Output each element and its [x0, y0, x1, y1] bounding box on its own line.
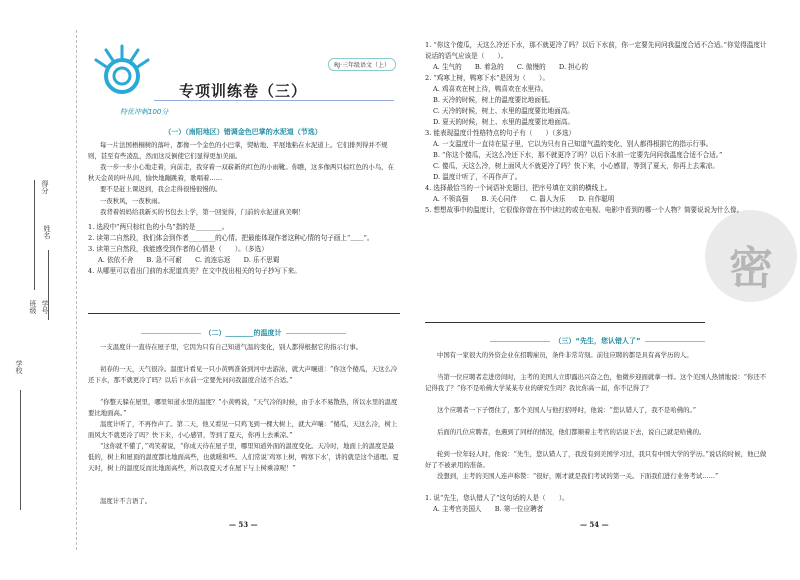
passage-2-para-3: “你整天躲在屋里，哪里知道水里的温度？”小黄鸭说，“天气冷的时候，由于水不易散热，所以水里的温度要比地面高。”: [88, 398, 398, 417]
answer-line-2: [425, 322, 705, 323]
confidential-stamp: [705, 210, 797, 302]
class-label: 班级: [29, 300, 37, 314]
school-label: 学校: [15, 360, 23, 374]
question-2-2-option-b: B. 天冷的时候，树上的温度要比地面低。: [433, 96, 555, 104]
question-2-1-options: A. 生气的 B. 着急的 C. 傲慢的 D. 担心的: [433, 63, 588, 71]
section-2-heading: [84, 328, 402, 338]
section-2-title: （二）________的温度计: [204, 329, 282, 337]
page-title: 专项训练卷（三）: [178, 82, 307, 100]
page-number-right: — 54 —: [580, 520, 609, 529]
passage-2-para-2: 初春的一天，天气很冷。温度计看见一只小黄鸭准备到河中去游泳，就大声嚷道：“你这个傻瓜，天这么冷还下水，那不就更冷了吗？以后下水前一定要先问问我温度合适不合适。”: [88, 365, 398, 384]
passage-1-para-1: 每一片法国梧桐树的落叶，都像一个金色的小巴掌，熨帖地、平展地粘在水泥道上。它们排列得并不规则，甚至有些凌乱，然而这反倒使它们显得更加美丽。: [88, 141, 388, 160]
passage-3-para-5: 轮到一位年轻人时，他说：“先生，您认错人了，我没有到美国学习过，我只有中国大学的学历。”说话的时候，他已做好了不被录用的准备。: [425, 450, 767, 469]
passage-2-para-5: “这你就不懂了，”鸡笑着说，“你成天待在屋子里，哪里知道外面的温度变化。天冷时，地面上的温度是最低的，树上和屋顶的温度都比地面高些，也就暖和些。人们常说‘鸡寒上树，鸭寒下水’，讲的就是这个道理。夏天时，树上的温度反而比地面高些，所以我夏天才在屋下与上树乘凉呢！”: [88, 442, 399, 472]
left-page: [84, 0, 402, 580]
stamp-text: 密: [729, 243, 773, 294]
question-2: 2. 读第二自然段，我们体会到作者________的心情。把最能体现作者这种心情的句子画上“﹏﹏”。: [88, 234, 374, 242]
question-4: 4. 从哪里可以看出门前的水泥道真美？在文中找出相关的句子抄写下来。: [88, 267, 301, 275]
question-2-4-options: A. 不领高强 B. 关心同伴 C. 嚣人为乐 D. 自作聪明: [433, 195, 615, 203]
passage-3-para-2: 当第一位应聘者走进房间时，主考的美国人立即露出兴奋之色，他微步迎面就拿一样。这个美国人热情地说：“你还不记得我了？”你不是哈佛大学某某专业的研究生吗？我比你高一届，你不记得了？: [425, 373, 767, 392]
section-3-title: （三）“先生，您认错人了”: [554, 337, 641, 345]
section-1-heading: [84, 127, 402, 137]
passage-3-para-4: 后面的几位应聘者，也遇到了同样的情况，他们都顺着主考官的话说下去，说自己就是哈佛的。: [437, 428, 706, 436]
passage-3-para-3: 这个应聘者一下子愣住了，那个美国人与他打招呼时，他说：“您认错人了，我不是哈佛的。”: [437, 406, 696, 414]
question-3-options: A. 依依不舍 B. 急不可耐 C. 流连忘返 D. 乐不思蜀: [98, 256, 280, 264]
class-line: [34, 180, 35, 290]
question-2-2-option-c: C. 天冷的时候，树上、水里的温度要比地面高。: [433, 107, 574, 115]
name-label: 姓名: [43, 225, 51, 239]
question-3: 3. 读第三自然段，我能感受到作者的心情是（ ）。（多选）: [88, 245, 268, 253]
passage-1-para-5: 我背着妈妈给我新买的书包去上学，第一回觉得，门前的水泥道真美啊！: [100, 208, 305, 216]
question-2-2-option-a: A. 鸡喜欢在树上待，鸭喜欢在水里待。: [433, 85, 548, 93]
question-3-1: 1. 说“先生，您认错人了”这句话的人是（ ）。: [425, 494, 569, 502]
passage-1-para-2: 我一步一步小心地走着，向前走，我穿着一双崭新的红色的小雨靴。你瞧，这多像两只棕红色的小鸟，在秋天金黄的叶丛间，愉快地蹦跳着，歌唱着……: [88, 163, 394, 182]
passage-2-para-4: 温度计听了，不再作声了。第二天，他又看见一只鸡飞到一棵大树上，就大声嚷：“傻瓜，天这么冷，树上面风大不就更冷了吗？快下来，小心感冒，等到了夏天，你再上去乘凉。”: [88, 420, 398, 439]
passage-1-para-4: 一夜秋风，一夜秋雨。: [100, 197, 164, 205]
question-2-3-option-c: C. 傻瓜，天这么冷，树上面风大不就更冷了吗？快下来，小心感冒，等到了夏天，你再上去乘凉。: [433, 162, 719, 170]
passage-2-para-6: 温度计不言语了。: [100, 497, 152, 505]
section-1-title: （一）（南阳地区）错调金色巴掌的水泥道（节选）: [164, 128, 322, 136]
score-label: 得分: [41, 180, 49, 194]
answer-line-1: [88, 313, 400, 314]
question-3-1-options: A. 主考官美国人 B. 第一位应聘者: [433, 505, 544, 513]
section-2-questions: [425, 40, 770, 216]
question-2-2: 2. “鸡寒上树，鸭寒下水”是因为（ ）。: [425, 74, 549, 82]
question-2-3: 3. 能表现温度计性格特点的句子有（ ）（多选）: [425, 129, 576, 137]
question-2-2-option-d: D. 夏天的时候，树上、水里的温度要比地面高。: [433, 118, 575, 126]
question-2-3-option-b: B. “你这个傻瓜，天这么冷还下水，那不就更冷了吗？以后下水前一定要先问问我温度合适不合适。”: [433, 151, 723, 159]
passage-1-para-3: 要不是赶上课迟到，我会走得很慢很慢的。: [100, 185, 222, 193]
section-3-heading: [425, 336, 770, 346]
question-2-3-option-a: A. 一支温度计一直待在屋子里，它以为只有自己知道气温的变化，别人都得根据它的指示行事。: [433, 140, 713, 148]
passage-3-para-6: 没想到，主考的美国人连声称赞：“很好，刚才就是我们考试的第一关。下面我们进行业务考试……”: [437, 472, 719, 480]
question-2-3-option-d: D. 温度计听了，不再作声了。: [433, 173, 522, 181]
binding-dashed-line: [76, 30, 77, 550]
passage-3-para-1: 中国有一家很大的外资企业在招聘雇员，条件非常苛刻。前往应聘的都是具有高学历的人。: [437, 351, 693, 359]
title-rule: [154, 100, 394, 101]
question-2-1: 1. “你这个傻瓜，天这么冷还下水，那不就更冷了吗？以后下水前，你一定要先问问我温度合适不合适。”你觉得温度计说话的语气应该是（ ）。: [425, 41, 767, 60]
section-3-questions: [425, 493, 770, 515]
subtitle: 特优冲刺100分: [120, 108, 169, 116]
student-id-label: 学号: [41, 300, 49, 314]
passage-2-para-1: 一支温度计一直待在屋子里，它因为只有自己知道气温的变化，别人都得根据它的指示行事。: [100, 343, 363, 351]
question-1: 1. 选段中“两只棕红色的小鸟”指的是________。: [88, 223, 229, 231]
question-2-4: 4. 选择最恰当的一个词语补充题目，把序号填在文前的横线上。: [425, 184, 612, 192]
section-1-questions: [88, 222, 400, 277]
page-number-left: — 53 —: [229, 520, 258, 529]
question-2-5: 5. 想想故事中的温度计，它很像你曾在书中读过的或在电视、电影中看到的哪一个人物？简要说说为什么像。: [425, 206, 744, 214]
subject-tag: RJ·三年级语文（上）: [328, 58, 396, 71]
school-line: [20, 390, 21, 510]
binding-sidebar: [0, 0, 70, 580]
